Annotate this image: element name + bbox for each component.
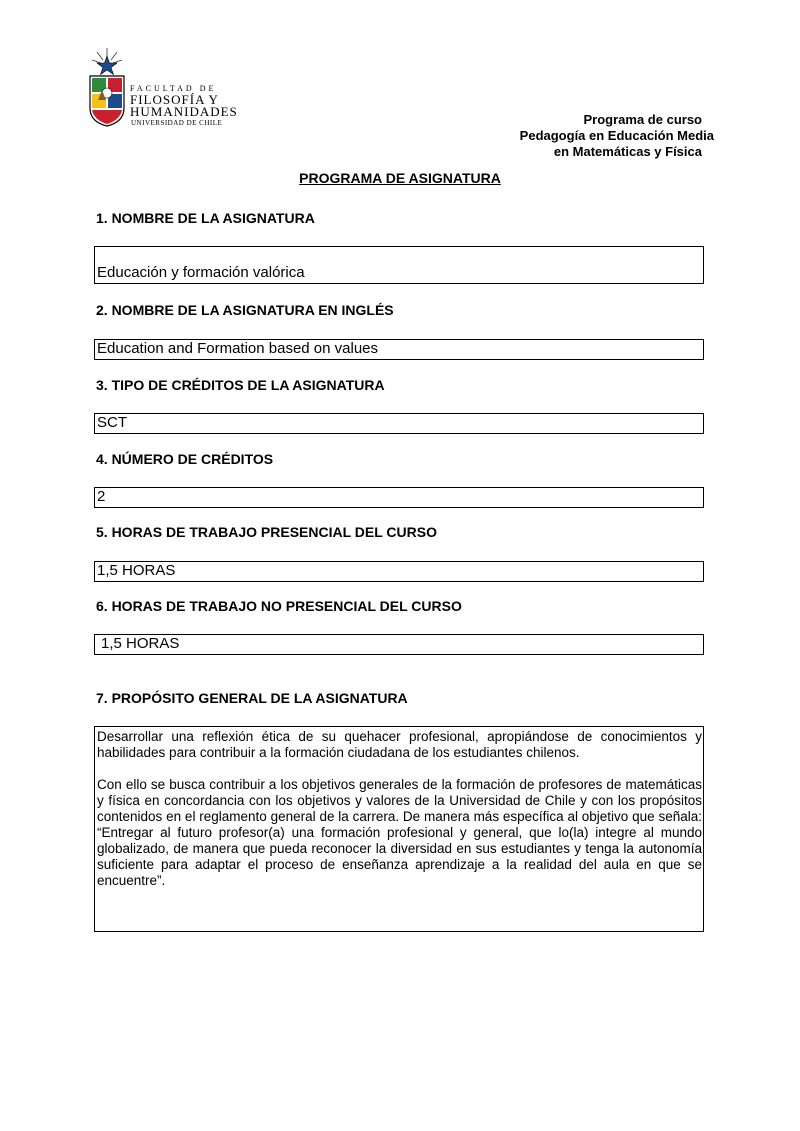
contact-hours-value: 1,5 HORAS bbox=[97, 562, 176, 579]
general-purpose-paragraph-1: Desarrollar una reflexión ética de su quehacer profesional, apropiándose de conocimientos y habilidades para contribuir a la formación ciudadana de los estudiantes chilenos. bbox=[97, 729, 702, 760]
section-heading-course-name: 1. NOMBRE DE LA ASIGNATURA bbox=[96, 210, 315, 226]
section-heading-credit-number: 4. NÚMERO DE CRÉDITOS bbox=[96, 451, 274, 467]
independent-hours-value: 1,5 HORAS bbox=[101, 635, 180, 652]
section-heading-credit-type: 3. TIPO DE CRÉDITOS DE LA ASIGNATURA bbox=[96, 377, 385, 393]
section-heading-contact-hours: 5. HORAS DE TRABAJO PRESENCIAL DEL CURSO bbox=[96, 524, 437, 540]
english-name-value: Education and Formation based on values bbox=[97, 340, 379, 357]
logo-university-label: UNIVERSIDAD DE CHILE bbox=[131, 119, 223, 127]
logo-philosophy-label: FILOSOFÍA Y bbox=[130, 92, 219, 107]
section-heading-independent-hours: 6. HORAS DE TRABAJO NO PRESENCIAL DEL CURSO bbox=[96, 598, 462, 614]
credit-type-value: SCT bbox=[97, 414, 127, 431]
general-purpose-box bbox=[94, 726, 704, 932]
logo-humanities-label: HUMANIDADES bbox=[130, 104, 238, 119]
logo-faculty-label: FACULTAD DE bbox=[130, 84, 217, 93]
header-line-2: Pedagogía en Educación Media bbox=[519, 128, 714, 143]
course-program-header bbox=[520, 112, 714, 160]
independent-hours-box bbox=[94, 634, 704, 655]
course-name-value: Educación y formación valórica bbox=[97, 264, 305, 281]
section-heading-english-name: 2. NOMBRE DE LA ASIGNATURA EN INGLÉS bbox=[96, 302, 394, 318]
credit-number-box bbox=[94, 487, 704, 508]
english-name-box bbox=[94, 339, 704, 360]
contact-hours-box bbox=[94, 561, 704, 582]
course-name-box bbox=[94, 246, 704, 284]
header-line-1: Programa de curso bbox=[583, 112, 702, 127]
general-purpose-paragraph-2: Con ello se busca contribuir a los objetivos generales de la formación de profesores de matemáticas y física en concordancia con los objetivos y valores de la Universidad de Chile y con los propósitos contenidos en el reglamento general de la carrera. De manera más específica al objetivo que señala: “Entregar al futuro profesor(a) una formación profesional y general, que lo(la) integre al mundo globalizado, de manera que pueda reconocer la diversidad en sus estudiantes y tenga la autonomía suficiente para adaptar el proceso de enseñanza aprendizaje a la realidad del aula en que se encuentre”. bbox=[97, 777, 702, 888]
section-heading-general-purpose: 7. PROPÓSITO GENERAL DE LA ASIGNATURA bbox=[96, 690, 408, 706]
university-shield-icon bbox=[86, 46, 128, 130]
faculty-logo bbox=[86, 46, 236, 130]
credit-type-box bbox=[94, 413, 704, 434]
header-line-3: en Matemáticas y Física bbox=[553, 144, 702, 159]
page-title: PROGRAMA DE ASIGNATURA bbox=[299, 170, 501, 186]
credit-number-value: 2 bbox=[97, 488, 106, 505]
